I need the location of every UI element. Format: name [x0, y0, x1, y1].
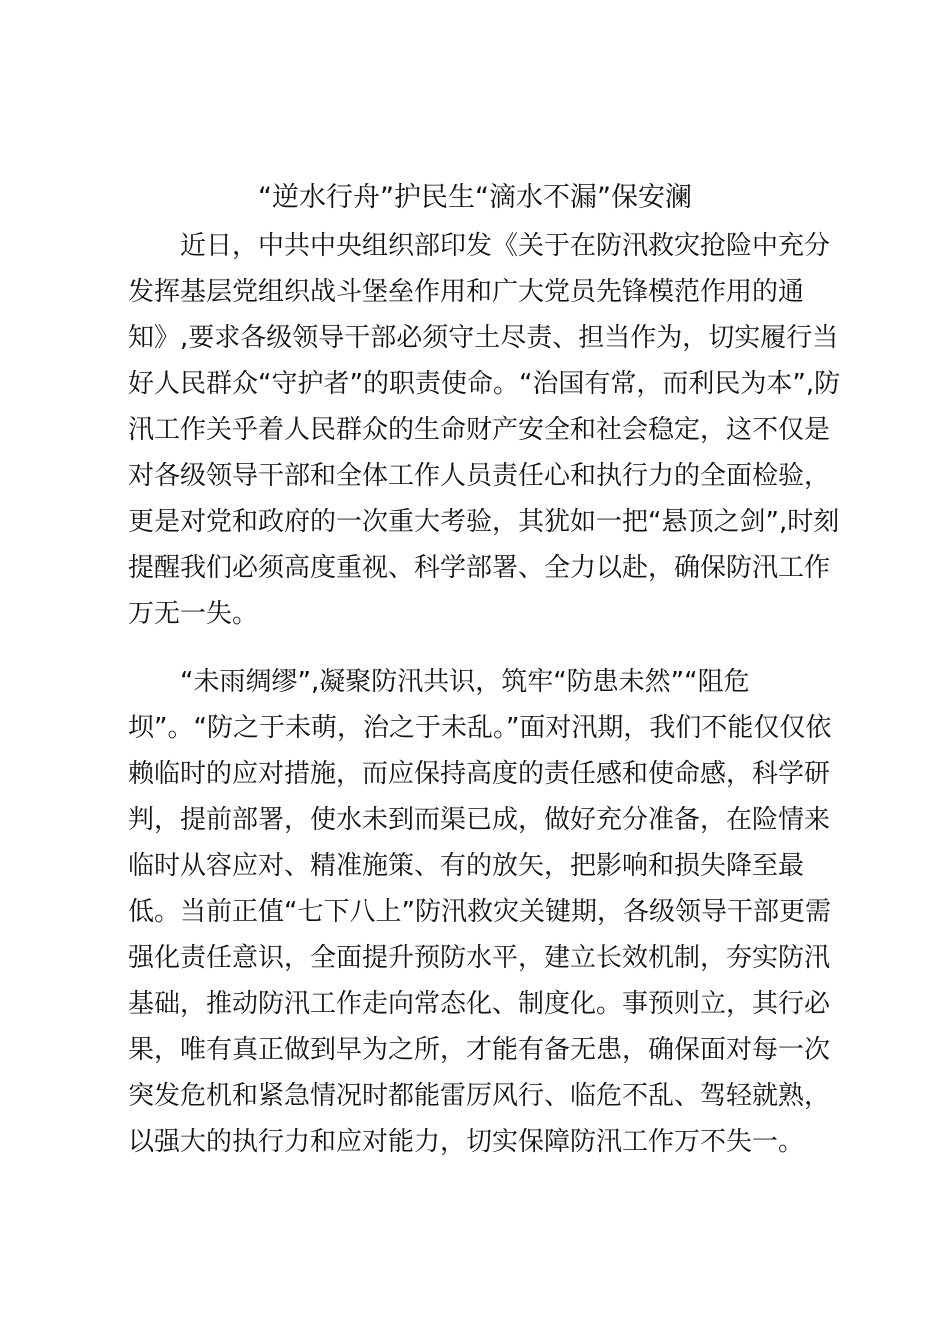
- text-line: 果，唯有真正做到早为之所，才能有备无患，确保面对每一次: [128, 1035, 831, 1065]
- text-line: 知》,要求各级领导干部必须守土尽责、担当作为，切实履行当: [128, 323, 839, 353]
- text-line: 突发危机和紧急情况时都能雷厉风行、临危不乱、驾轻就熟，: [128, 1081, 831, 1111]
- text-line: 近日，中共中央组织部印发《关于在防汛救灾抢险中充分: [180, 231, 831, 261]
- paragraph-1: [128, 223, 841, 637]
- paragraph-2: [128, 659, 838, 1165]
- text-line: 判，提前部署，使水未到而渠已成，做好充分准备，在险情来: [128, 805, 831, 835]
- text-line: 基础，推动防汛工作走向常态化、制度化。事预则立，其行必: [128, 989, 831, 1019]
- text-line: 低。当前正值“七下八上”防汛救灾关键期，各级领导干部更需: [128, 897, 831, 927]
- text-line: 对各级领导干部和全体工作人员责任心和执行力的全面检验，: [128, 461, 831, 491]
- paragraph-spacer: [128, 637, 838, 659]
- text-line: 发挥基层党组织战斗堡垒作用和广大党员先锋模范作用的通: [128, 277, 805, 307]
- text-line: 赖临时的应对措施，而应保持高度的责任感和使命感，科学研: [128, 759, 831, 789]
- text-line: 提醒我们必须高度重视、科学部署、全力以赴，确保防汛工作: [128, 553, 831, 583]
- text-line: 强化责任意识，全面提升预防水平，建立长效机制，夯实防汛: [128, 943, 831, 973]
- document-body: [128, 223, 841, 1165]
- text-line: 坝”。“防之于未萌，治之于未乱。”面对汛期，我们不能仅仅依: [128, 713, 832, 743]
- document-title: “逆水行舟”护民生“滴水不漏”保安澜: [258, 182, 692, 213]
- text-line: 更是对党和政府的一次重大考验，其犹如一把“悬顶之剑”,时刻: [128, 507, 840, 537]
- text-line: 临时从容应对、精准施策、有的放矢，把影响和损失降至最: [128, 851, 805, 881]
- text-line: 万无一失。: [128, 599, 259, 629]
- text-line: 以强大的执行力和应对能力，切实保障防汛工作万不失一。: [128, 1127, 805, 1157]
- text-line: 好人民群众“守护者”的职责使命。“治国有常，而利民为本”,防: [128, 369, 841, 399]
- text-line: “未雨绸缪”,凝聚防汛共识，筑牢“防患未然”“阻危: [180, 667, 750, 697]
- text-line: 汛工作关乎着人民群众的生命财产安全和社会稳定，这不仅是: [128, 415, 831, 445]
